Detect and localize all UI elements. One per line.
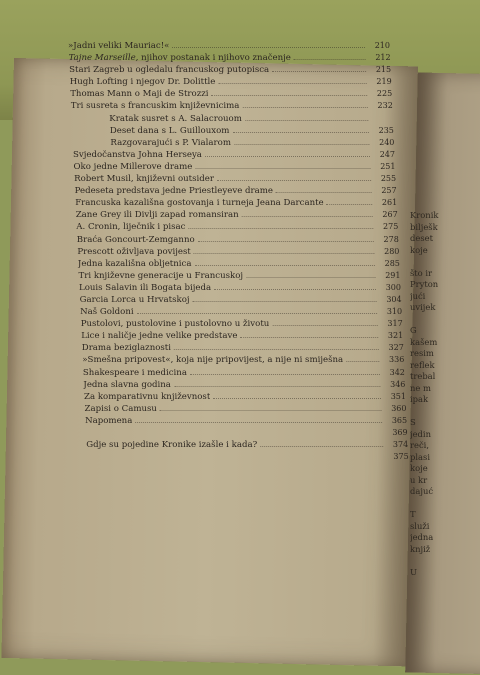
toc-page-number: 374 [392, 440, 409, 450]
toc-entry-title: Lice i naličje jedne velike predstave [81, 331, 238, 342]
toc-entry-title: Jedna slavna godina [83, 379, 171, 390]
toc-leader-dots [214, 288, 376, 290]
right-page-line: dajuć [410, 486, 434, 496]
toc-entry [70, 76, 392, 88]
toc-entry [74, 173, 396, 185]
toc-entry-title: Pustolovi, pustolovine i pustolovno u životu [80, 319, 270, 330]
right-page-line: reči, [410, 440, 429, 450]
toc-page-number: 285 [384, 258, 400, 268]
right-page-line: ne m [410, 382, 431, 393]
toc-entry [76, 221, 398, 233]
toc-page-number: 280 [384, 246, 400, 256]
toc-page-number: 336 [389, 355, 405, 365]
right-page-line: kašem [410, 336, 438, 347]
toc-leader-dots [193, 300, 377, 302]
toc-leader-dots [137, 312, 377, 314]
toc-entry [85, 403, 407, 415]
toc-leader-dots [294, 58, 366, 60]
right-page-line: deset [410, 233, 433, 243]
toc-entry-title: Pedeseta predstava jedne Priestleyeve drame [74, 186, 273, 197]
toc-leader-dots [190, 373, 380, 375]
toc-page-number: 261 [381, 198, 398, 208]
toc-entry [69, 64, 391, 76]
right-page-line: u kr [410, 474, 428, 485]
toc-entry [75, 197, 397, 209]
toc-entry [73, 149, 395, 161]
toc-page-number: 232 [377, 101, 393, 111]
toc-leader-dots [194, 252, 375, 254]
toc-leader-dots [217, 179, 371, 181]
right-page-line: jedna [410, 532, 434, 542]
toc-entry [71, 100, 393, 112]
right-page-line: S [410, 417, 416, 427]
toc-leader-dots [272, 324, 377, 326]
toc-entry [72, 137, 394, 149]
toc-page-number: 212 [375, 53, 391, 63]
toc-entry-title: Braća Goncourt-Zemganno [76, 234, 195, 245]
toc-entry [86, 439, 408, 451]
toc-leader-dots [346, 360, 379, 362]
toc-entry [80, 294, 402, 306]
right-page-line: bilješk [410, 221, 438, 232]
right-page-line [410, 256, 480, 268]
toc-entry-title: Shakespeare i medicina [82, 367, 187, 378]
toc-leader-dots [272, 70, 366, 72]
right-page-line: Kronik [410, 210, 439, 220]
toc-leader-dots [242, 106, 367, 108]
toc-entry [68, 40, 390, 52]
toc-page-number: 360 [391, 403, 407, 413]
toc-entry-title: Napomena [85, 415, 133, 426]
toc-page-number: 375 [393, 452, 409, 462]
toc-entry [85, 415, 407, 427]
toc-entry-title: Kratak susret s A. Salacrouom [109, 113, 242, 124]
toc-page-number: 257 [381, 186, 397, 196]
toc-entry-title: Robert Musil, književni outsider [74, 174, 214, 185]
toc-leader-dots [240, 336, 378, 338]
toc-leader-dots [194, 264, 374, 266]
toc-page-number: 317 [387, 319, 403, 329]
toc-page-number: 310 [386, 307, 403, 317]
toc-entry-title: »Jadni veliki Mauriac!« [68, 41, 170, 51]
toc-leader-dots [327, 203, 373, 205]
toc-entry-title: Francuska kazališna gostovanja i turneja Jeana Darcante [75, 198, 324, 209]
toc-entry [82, 354, 404, 366]
toc-page-number: 346 [390, 379, 406, 389]
toc-leader-dots [174, 348, 379, 350]
toc-page-number: 247 [379, 149, 395, 159]
toc-entry-title: »Smešna pripovest«, koja nije pripovijest, a nije ni smiješna [82, 355, 344, 366]
toc-leader-dots [246, 276, 375, 278]
toc-entry [79, 282, 401, 294]
toc-leader-dots [260, 445, 383, 447]
right-page-line: što ir [410, 267, 433, 278]
toc-leader-dots [242, 215, 373, 217]
toc-entry [79, 270, 401, 282]
toc-page-number: 291 [385, 270, 401, 280]
toc-entry-title: Tri susreta s francuskim književnicima [70, 101, 240, 112]
toc-page-number: 235 [378, 125, 394, 135]
toc-entry-title: Prescott oživljava povijest [77, 246, 191, 257]
toc-entry-title: Za komparativnu književnost [84, 391, 211, 402]
toc-page-number: 278 [383, 234, 399, 244]
toc-page-number: 351 [390, 391, 406, 401]
toc-page-number: 251 [380, 161, 396, 171]
toc-entry [81, 330, 403, 342]
toc-page-number: 255 [380, 174, 397, 184]
toc-page-number: 342 [389, 367, 405, 377]
right-page-line: služi [410, 520, 430, 531]
toc-page-number: 267 [382, 210, 398, 220]
right-page-line: knjiž [410, 543, 431, 554]
toc-leader-dots [205, 155, 370, 157]
toc-entry-title: Deset dana s L. Guillouxom [109, 125, 230, 136]
right-page-line: reflek [410, 359, 435, 370]
right-page-line: U [410, 566, 418, 577]
toc-leader-dots [135, 421, 382, 423]
toc-entry-title: Stari Zagreb u ogledalu francuskog putopisca [69, 65, 270, 76]
right-page-line: koje [410, 463, 428, 473]
toc-entry-title: Drama beziglaznosti [81, 343, 172, 354]
toc-leader-dots [218, 82, 366, 84]
right-page-line [410, 555, 480, 567]
right-page-line: trebal [410, 371, 436, 381]
toc-entry [84, 391, 406, 403]
toc-page-number: 321 [387, 331, 404, 341]
toc-page-number: 210 [374, 41, 390, 50]
toc-entry [86, 427, 408, 439]
toc-leader-dots [245, 119, 368, 121]
toc-page-number: 215 [375, 65, 392, 75]
toc-entry-title: Razgovarajući s P. Vialarom [110, 137, 231, 148]
toc-entry [81, 318, 403, 330]
toc-leader-dots [172, 46, 365, 48]
toc-entry-title: Thomas Mann o Maji de Strozzi [70, 89, 209, 100]
toc-entry [77, 234, 399, 246]
toc-entry-title: A. Cronin, liječnik i pisac [76, 222, 186, 233]
toc-leader-dots [212, 94, 368, 96]
toc-entry [76, 209, 398, 221]
right-page-line [410, 498, 480, 510]
right-page-text [410, 210, 480, 578]
toc-entry-title: Garcia Lorca u Hrvatskoj [79, 294, 190, 305]
toc-entry-title: Jedna kazališna obljetnica [77, 258, 192, 269]
toc-entry-title: Gdje su pojedine Kronike izašle i kada? [86, 440, 258, 451]
right-page-line: jedin [410, 428, 431, 439]
toc-entry [77, 246, 399, 258]
toc-entry [80, 306, 402, 318]
toc-leader-dots [188, 227, 373, 229]
toc-entry [74, 161, 396, 173]
toc-leader-dots [160, 409, 382, 411]
toc-entry [87, 451, 409, 463]
toc-leader-dots [276, 191, 372, 193]
toc-entry [72, 125, 394, 137]
toc-entry [69, 52, 391, 64]
right-page-line: uvijek [410, 302, 436, 312]
toc-leader-dots [174, 385, 380, 387]
toc-page-number: 275 [383, 222, 399, 232]
right-page-line [410, 406, 480, 418]
toc-page-number: 240 [379, 137, 395, 147]
right-page-line: resim [410, 348, 434, 358]
toc-entry-title: Tajne Marseille, njihov postanak i njihovo značenje [68, 53, 291, 64]
toc-entry [78, 258, 400, 270]
toc-leader-dots [234, 143, 369, 145]
right-page-line: Pryton [410, 279, 439, 289]
right-page-line: G [410, 325, 417, 335]
toc-page-number: 225 [376, 89, 393, 99]
toc-entry-title: Naš Goldoni [80, 307, 134, 318]
table-of-contents [68, 40, 409, 463]
toc-page-number: 369 [392, 428, 408, 437]
toc-entry [83, 367, 405, 379]
toc-entry-title: Zane Grey ili Divlji zapad romansiran [75, 210, 239, 221]
right-page-line: plasi [410, 451, 431, 462]
toc-entry [82, 342, 404, 354]
toc-page-number: 304 [386, 294, 402, 304]
toc-entry [70, 88, 392, 100]
toc-entry [71, 113, 393, 125]
right-page-line: T [410, 509, 416, 519]
toc-leader-dots [232, 131, 368, 133]
toc-leader-dots [198, 240, 374, 242]
toc-entry-title: Louis Salavin ili Bogata bijeda [79, 282, 212, 293]
toc-entry-title: Tri književne generacije u Francuskoj [78, 270, 244, 281]
toc-entry-title: Zapisi o Camusu [84, 403, 157, 414]
toc-entry-title: Hugh Lofting i njegov Dr. Dolittle [69, 77, 216, 88]
toc-page-number: 327 [388, 343, 404, 353]
toc-leader-dots [213, 397, 381, 399]
toc-page-number: 219 [376, 77, 392, 87]
toc-entry-title: Oko jedne Millerove drame [73, 161, 193, 172]
right-page-line: koje [410, 244, 428, 255]
toc-entry-title: Svjedočanstva Johna Herseya [73, 149, 202, 160]
right-page-line: jući [410, 290, 426, 301]
toc-leader-dots [195, 167, 370, 169]
right-page-line [410, 314, 480, 326]
right-page-line: ipak [410, 394, 429, 404]
toc-entry [75, 185, 397, 197]
toc-page-number: 300 [385, 282, 401, 292]
toc-page-number: 365 [391, 415, 408, 425]
toc-entry [83, 379, 405, 391]
